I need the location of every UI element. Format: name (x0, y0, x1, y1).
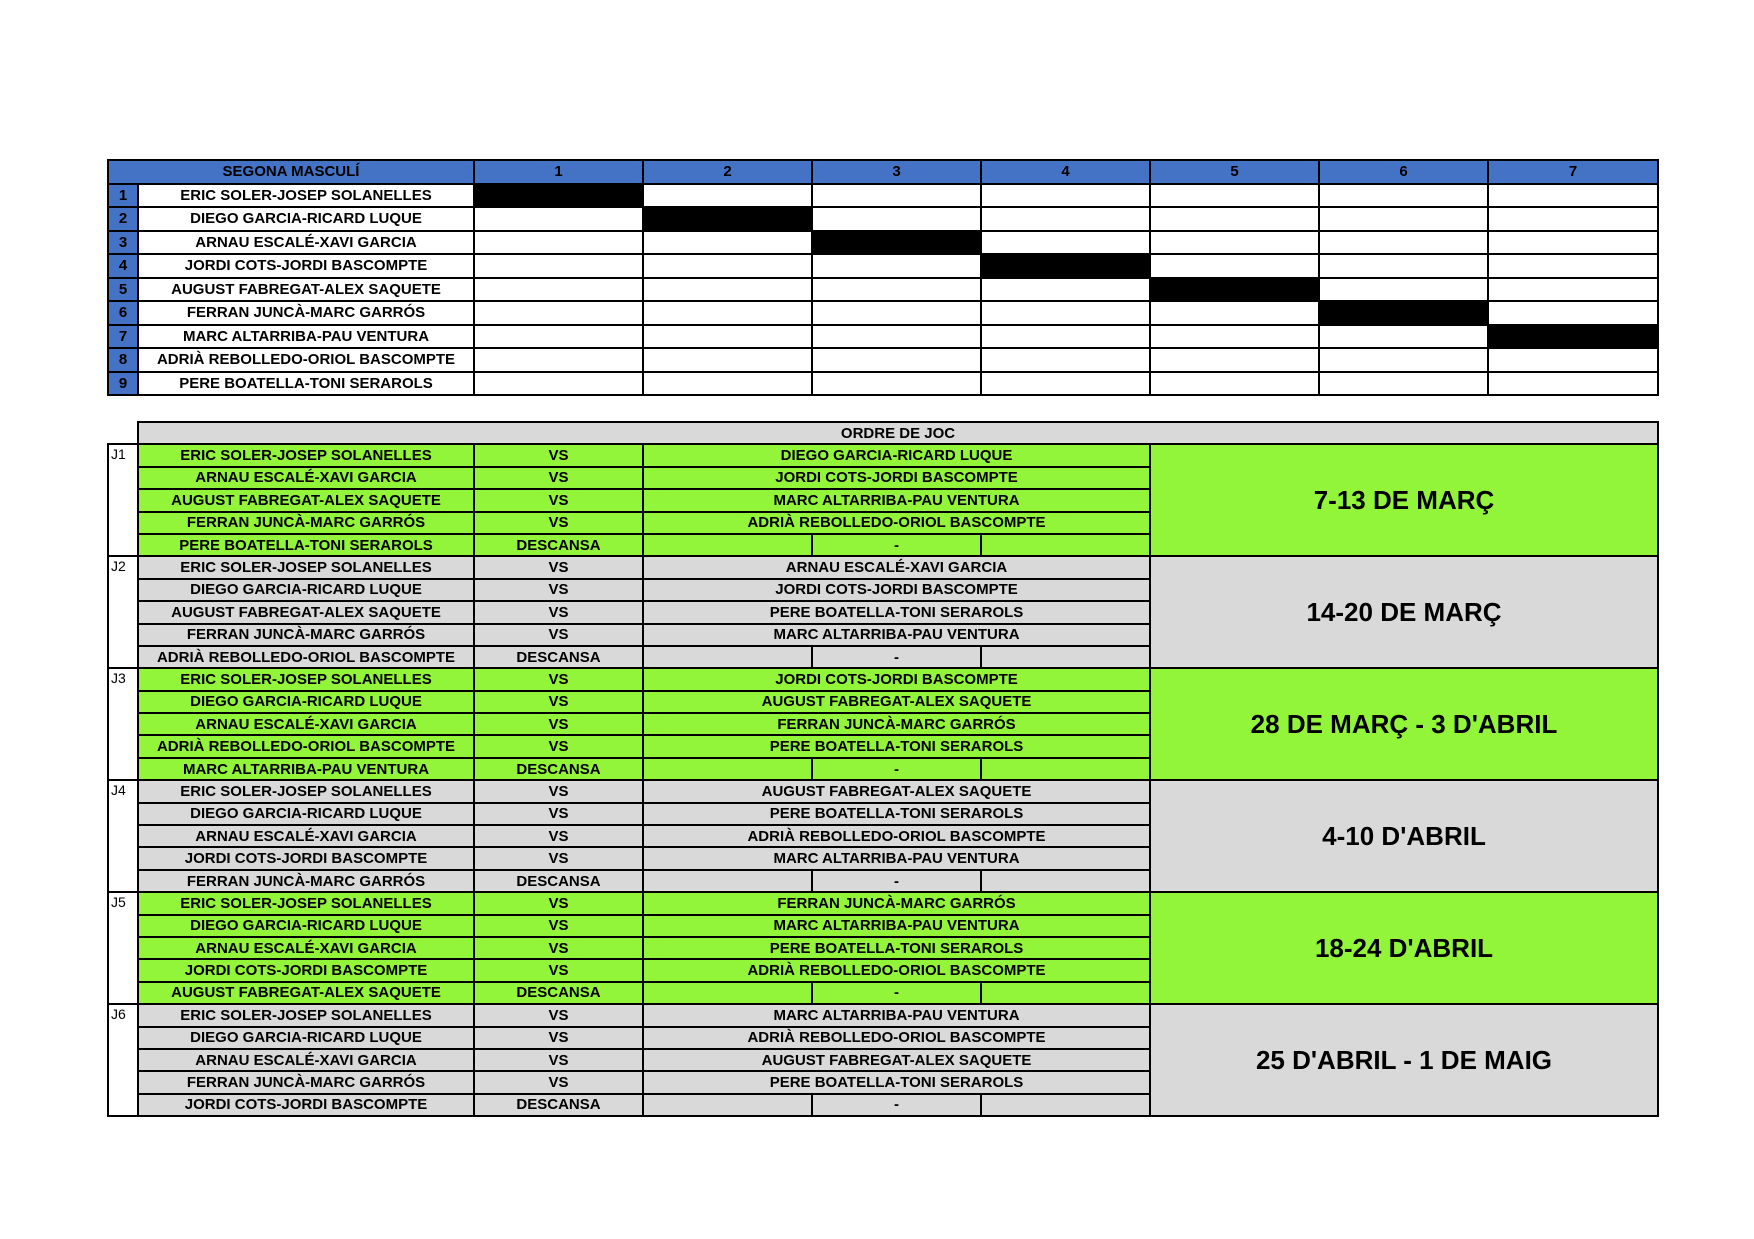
result-cell[interactable] (1319, 325, 1488, 349)
away-team: ADRIÀ REBOLLEDO-ORIOL BASCOMPTE (643, 1027, 1150, 1049)
home-team: AUGUST FABREGAT-ALEX SAQUETE (138, 601, 474, 623)
result-cell[interactable] (474, 325, 643, 349)
away-team: PERE BOATELLA-TONI SERAROLS (643, 803, 1150, 825)
result-cell[interactable] (812, 372, 981, 396)
team-name: PERE BOATELLA-TONI SERAROLS (138, 372, 474, 396)
column-header: 7 (1488, 160, 1658, 184)
team-row (108, 348, 1658, 372)
round-label: J3 (108, 668, 138, 780)
blocked-cell (1319, 301, 1488, 325)
match-row (108, 444, 1658, 466)
away-team: JORDI COTS-JORDI BASCOMPTE (643, 579, 1150, 601)
team-name: FERRAN JUNCÀ-MARC GARRÓS (138, 301, 474, 325)
blank-cell (981, 870, 1150, 892)
result-cell[interactable] (1488, 372, 1658, 396)
away-team: FERRAN JUNCÀ-MARC GARRÓS (643, 892, 1150, 914)
result-cell[interactable] (812, 278, 981, 302)
home-team: ARNAU ESCALÉ-XAVI GARCIA (138, 713, 474, 735)
round-label: J4 (108, 780, 138, 892)
vs-label: VS (474, 803, 643, 825)
vs-label: VS (474, 579, 643, 601)
team-name: AUGUST FABREGAT-ALEX SAQUETE (138, 278, 474, 302)
away-team: MARC ALTARRIBA-PAU VENTURA (643, 489, 1150, 511)
result-cell[interactable] (474, 348, 643, 372)
away-team: MARC ALTARRIBA-PAU VENTURA (643, 624, 1150, 646)
match-row (108, 780, 1658, 802)
away-team: FERRAN JUNCÀ-MARC GARRÓS (643, 713, 1150, 735)
home-team: DIEGO GARCIA-RICARD LUQUE (138, 579, 474, 601)
round-label: J1 (108, 444, 138, 556)
team-row (108, 254, 1658, 278)
home-team: ARNAU ESCALÉ-XAVI GARCIA (138, 937, 474, 959)
away-team: PERE BOATELLA-TONI SERAROLS (643, 937, 1150, 959)
team-number: 7 (108, 325, 138, 349)
result-cell[interactable] (1150, 348, 1319, 372)
result-cell[interactable] (1488, 184, 1658, 208)
result-cell[interactable] (981, 231, 1150, 255)
blank-cell (981, 758, 1150, 780)
result-cell[interactable] (1488, 348, 1658, 372)
rest-dash: - (812, 646, 981, 668)
result-cell[interactable] (812, 325, 981, 349)
away-team: DIEGO GARCIA-RICARD LUQUE (643, 444, 1150, 466)
vs-label: VS (474, 668, 643, 690)
result-cell[interactable] (812, 301, 981, 325)
rest-label: DESCANSA (474, 1094, 643, 1116)
result-cell[interactable] (1488, 231, 1658, 255)
result-cell[interactable] (1488, 278, 1658, 302)
result-cell[interactable] (643, 301, 812, 325)
result-cell[interactable] (981, 278, 1150, 302)
blank-cell (643, 646, 812, 668)
vs-label: VS (474, 892, 643, 914)
team-number: 8 (108, 348, 138, 372)
vs-label: VS (474, 915, 643, 937)
blocked-cell (981, 254, 1150, 278)
team-number: 9 (108, 372, 138, 396)
result-cell[interactable] (1150, 301, 1319, 325)
corner-blank (108, 422, 138, 444)
result-cell[interactable] (643, 348, 812, 372)
result-cell[interactable] (474, 372, 643, 396)
resting-team: ADRIÀ REBOLLEDO-ORIOL BASCOMPTE (138, 646, 474, 668)
result-cell[interactable] (1150, 231, 1319, 255)
round-dates: 7-13 DE MARÇ (1150, 444, 1658, 556)
team-name: ARNAU ESCALÉ-XAVI GARCIA (138, 231, 474, 255)
result-cell[interactable] (643, 254, 812, 278)
team-number: 4 (108, 254, 138, 278)
home-team: DIEGO GARCIA-RICARD LUQUE (138, 803, 474, 825)
home-team: JORDI COTS-JORDI BASCOMPTE (138, 847, 474, 869)
match-row (108, 556, 1658, 578)
team-row (108, 207, 1658, 231)
home-team: ERIC SOLER-JOSEP SOLANELLES (138, 892, 474, 914)
result-cell[interactable] (1150, 184, 1319, 208)
team-row (108, 325, 1658, 349)
away-team: MARC ALTARRIBA-PAU VENTURA (643, 847, 1150, 869)
blank-cell (643, 1094, 812, 1116)
result-cell[interactable] (981, 348, 1150, 372)
result-cell[interactable] (1319, 207, 1488, 231)
home-team: FERRAN JUNCÀ-MARC GARRÓS (138, 624, 474, 646)
home-team: DIEGO GARCIA-RICARD LUQUE (138, 691, 474, 713)
team-name: JORDI COTS-JORDI BASCOMPTE (138, 254, 474, 278)
result-cell[interactable] (981, 325, 1150, 349)
resting-team: AUGUST FABREGAT-ALEX SAQUETE (138, 982, 474, 1004)
blank-cell (643, 982, 812, 1004)
away-team: MARC ALTARRIBA-PAU VENTURA (643, 915, 1150, 937)
home-team: ARNAU ESCALÉ-XAVI GARCIA (138, 467, 474, 489)
standings-header-row (108, 160, 1658, 184)
blocked-cell (474, 184, 643, 208)
vs-label: VS (474, 489, 643, 511)
home-team: ARNAU ESCALÉ-XAVI GARCIA (138, 825, 474, 847)
team-number: 1 (108, 184, 138, 208)
blank-cell (981, 646, 1150, 668)
standings-grid (107, 159, 1659, 396)
result-cell[interactable] (643, 278, 812, 302)
away-team: AUGUST FABREGAT-ALEX SAQUETE (643, 780, 1150, 802)
result-cell[interactable] (643, 184, 812, 208)
blocked-cell (1150, 278, 1319, 302)
round-label: J2 (108, 556, 138, 668)
result-cell[interactable] (1488, 207, 1658, 231)
resting-team: FERRAN JUNCÀ-MARC GARRÓS (138, 870, 474, 892)
vs-label: VS (474, 847, 643, 869)
match-row (108, 1004, 1658, 1026)
result-cell[interactable] (474, 207, 643, 231)
vs-label: VS (474, 937, 643, 959)
team-row (108, 372, 1658, 396)
blank-cell (981, 982, 1150, 1004)
home-team: DIEGO GARCIA-RICARD LUQUE (138, 1027, 474, 1049)
round-dates: 28 DE MARÇ - 3 D'ABRIL (1150, 668, 1658, 780)
vs-label: VS (474, 1071, 643, 1093)
away-team: AUGUST FABREGAT-ALEX SAQUETE (643, 1049, 1150, 1071)
vs-label: VS (474, 825, 643, 847)
team-number: 5 (108, 278, 138, 302)
rest-dash: - (812, 758, 981, 780)
result-cell[interactable] (1319, 254, 1488, 278)
home-team: ADRIÀ REBOLLEDO-ORIOL BASCOMPTE (138, 735, 474, 757)
match-row (108, 892, 1658, 914)
away-team: JORDI COTS-JORDI BASCOMPTE (643, 467, 1150, 489)
rest-dash: - (812, 982, 981, 1004)
rest-dash: - (812, 870, 981, 892)
away-team: ADRIÀ REBOLLEDO-ORIOL BASCOMPTE (643, 512, 1150, 534)
result-cell[interactable] (981, 207, 1150, 231)
result-cell[interactable] (812, 254, 981, 278)
schedule-title-row (108, 422, 1658, 444)
result-cell[interactable] (981, 184, 1150, 208)
team-row (108, 184, 1658, 208)
category-title: SEGONA MASCULÍ (108, 160, 474, 184)
round-dates: 4-10 D'ABRIL (1150, 780, 1658, 892)
blank-cell (643, 758, 812, 780)
vs-label: VS (474, 959, 643, 981)
vs-label: VS (474, 444, 643, 466)
home-team: ERIC SOLER-JOSEP SOLANELLES (138, 668, 474, 690)
home-team: FERRAN JUNCÀ-MARC GARRÓS (138, 512, 474, 534)
result-cell[interactable] (643, 372, 812, 396)
result-cell[interactable] (1150, 207, 1319, 231)
home-team: AUGUST FABREGAT-ALEX SAQUETE (138, 489, 474, 511)
result-cell[interactable] (1150, 325, 1319, 349)
team-name: ADRIÀ REBOLLEDO-ORIOL BASCOMPTE (138, 348, 474, 372)
vs-label: VS (474, 780, 643, 802)
result-cell[interactable] (474, 278, 643, 302)
resting-team: JORDI COTS-JORDI BASCOMPTE (138, 1094, 474, 1116)
away-team: PERE BOATELLA-TONI SERAROLS (643, 735, 1150, 757)
team-name: ERIC SOLER-JOSEP SOLANELLES (138, 184, 474, 208)
round-dates: 18-24 D'ABRIL (1150, 892, 1658, 1004)
resting-team: PERE BOATELLA-TONI SERAROLS (138, 534, 474, 556)
home-team: ARNAU ESCALÉ-XAVI GARCIA (138, 1049, 474, 1071)
home-team: ERIC SOLER-JOSEP SOLANELLES (138, 1004, 474, 1026)
team-name: MARC ALTARRIBA-PAU VENTURA (138, 325, 474, 349)
vs-label: VS (474, 1027, 643, 1049)
result-cell[interactable] (1488, 254, 1658, 278)
away-team: PERE BOATELLA-TONI SERAROLS (643, 601, 1150, 623)
round-label: J6 (108, 1004, 138, 1116)
column-header: 1 (474, 160, 643, 184)
column-header: 6 (1319, 160, 1488, 184)
rest-dash: - (812, 1094, 981, 1116)
schedule-body (108, 444, 1658, 1116)
round-label: J5 (108, 892, 138, 1004)
column-header: 3 (812, 160, 981, 184)
column-header: 4 (981, 160, 1150, 184)
result-cell[interactable] (812, 207, 981, 231)
blank-cell (981, 534, 1150, 556)
result-cell[interactable] (812, 184, 981, 208)
away-team: JORDI COTS-JORDI BASCOMPTE (643, 668, 1150, 690)
team-row (108, 278, 1658, 302)
result-cell[interactable] (1488, 301, 1658, 325)
vs-label: VS (474, 1049, 643, 1071)
standings-body (108, 184, 1658, 396)
rest-label: DESCANSA (474, 982, 643, 1004)
column-header: 5 (1150, 160, 1319, 184)
result-cell[interactable] (1319, 372, 1488, 396)
match-row (108, 668, 1658, 690)
home-team: ERIC SOLER-JOSEP SOLANELLES (138, 780, 474, 802)
vs-label: VS (474, 601, 643, 623)
rest-label: DESCANSA (474, 534, 643, 556)
away-team: PERE BOATELLA-TONI SERAROLS (643, 1071, 1150, 1093)
round-dates: 25 D'ABRIL - 1 DE MAIG (1150, 1004, 1658, 1116)
away-team: MARC ALTARRIBA-PAU VENTURA (643, 1004, 1150, 1026)
result-cell[interactable] (474, 254, 643, 278)
vs-label: VS (474, 624, 643, 646)
blocked-cell (643, 207, 812, 231)
team-row (108, 231, 1658, 255)
home-team: JORDI COTS-JORDI BASCOMPTE (138, 959, 474, 981)
vs-label: VS (474, 512, 643, 534)
vs-label: VS (474, 556, 643, 578)
result-cell[interactable] (643, 325, 812, 349)
blank-cell (643, 870, 812, 892)
team-number: 3 (108, 231, 138, 255)
result-cell[interactable] (474, 301, 643, 325)
blocked-cell (1488, 325, 1658, 349)
schedule-table (107, 421, 1659, 1117)
blank-cell (981, 1094, 1150, 1116)
result-cell[interactable] (1319, 184, 1488, 208)
rest-label: DESCANSA (474, 758, 643, 780)
schedule-title: ORDRE DE JOC (138, 422, 1658, 444)
result-cell[interactable] (474, 231, 643, 255)
result-cell[interactable] (981, 372, 1150, 396)
vs-label: VS (474, 467, 643, 489)
vs-label: VS (474, 713, 643, 735)
team-number: 6 (108, 301, 138, 325)
team-row (108, 301, 1658, 325)
result-cell[interactable] (1319, 348, 1488, 372)
result-cell[interactable] (643, 231, 812, 255)
rest-dash: - (812, 534, 981, 556)
rest-label: DESCANSA (474, 870, 643, 892)
result-cell[interactable] (981, 301, 1150, 325)
home-team: ERIC SOLER-JOSEP SOLANELLES (138, 444, 474, 466)
away-team: ADRIÀ REBOLLEDO-ORIOL BASCOMPTE (643, 959, 1150, 981)
away-team: AUGUST FABREGAT-ALEX SAQUETE (643, 691, 1150, 713)
column-header: 2 (643, 160, 812, 184)
result-cell[interactable] (812, 348, 981, 372)
away-team: ADRIÀ REBOLLEDO-ORIOL BASCOMPTE (643, 825, 1150, 847)
result-cell[interactable] (1150, 372, 1319, 396)
blocked-cell (812, 231, 981, 255)
home-team: ERIC SOLER-JOSEP SOLANELLES (138, 556, 474, 578)
vs-label: VS (474, 735, 643, 757)
home-team: DIEGO GARCIA-RICARD LUQUE (138, 915, 474, 937)
result-cell[interactable] (1319, 231, 1488, 255)
team-name: DIEGO GARCIA-RICARD LUQUE (138, 207, 474, 231)
result-cell[interactable] (1319, 278, 1488, 302)
vs-label: VS (474, 691, 643, 713)
rest-label: DESCANSA (474, 646, 643, 668)
result-cell[interactable] (1150, 254, 1319, 278)
blank-cell (643, 534, 812, 556)
home-team: FERRAN JUNCÀ-MARC GARRÓS (138, 1071, 474, 1093)
vs-label: VS (474, 1004, 643, 1026)
round-dates: 14-20 DE MARÇ (1150, 556, 1658, 668)
away-team: ARNAU ESCALÉ-XAVI GARCIA (643, 556, 1150, 578)
resting-team: MARC ALTARRIBA-PAU VENTURA (138, 758, 474, 780)
team-number: 2 (108, 207, 138, 231)
